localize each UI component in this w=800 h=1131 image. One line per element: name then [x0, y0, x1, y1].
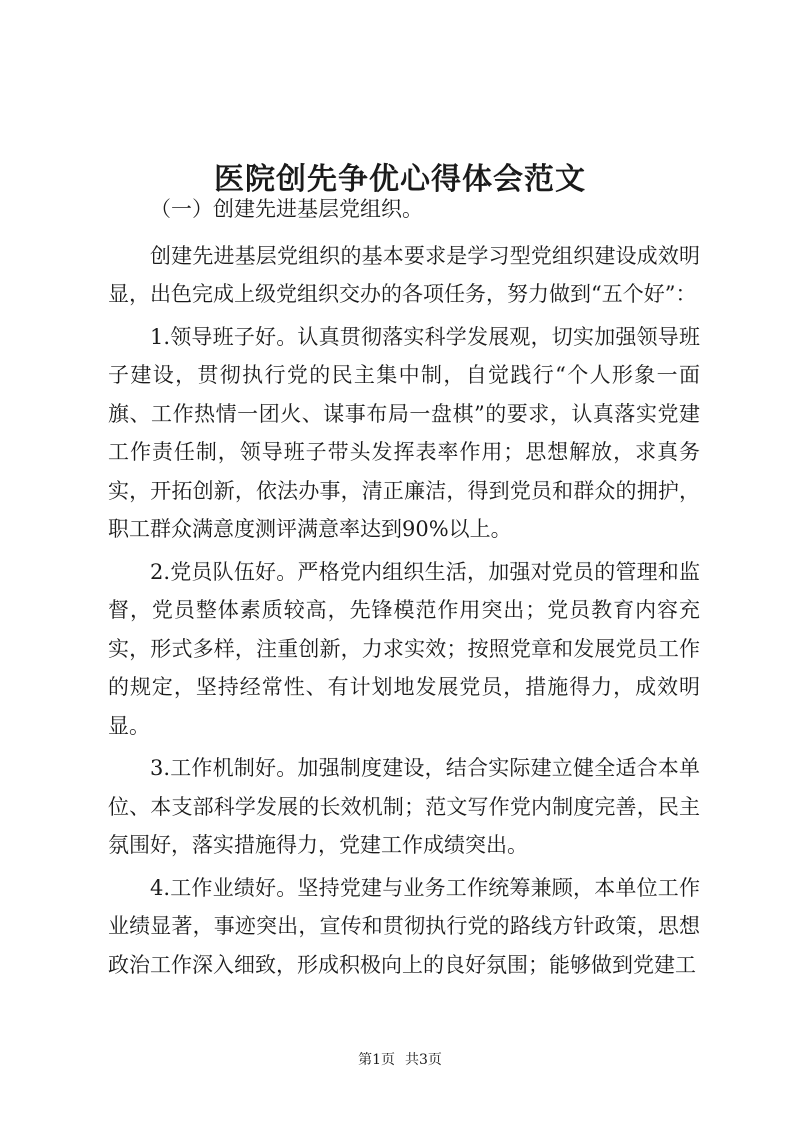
- page-footer: [0, 1050, 800, 1070]
- paragraph-intro: 创建先进基层党组织的基本要求是学习型党组织建设成效明显，出色完成上级党组织交办的各项任务，努力做到“五个好”：: [108, 243, 700, 306]
- page-number: 第1页: [358, 1052, 395, 1068]
- section-heading: （一）创建先进基层党组织。: [150, 197, 423, 221]
- page-total: 共3页: [405, 1052, 442, 1068]
- paragraph-item-3: 3.工作机制好。加强制度建设，结合实际建立健全适合本单位、本支部科学发展的长效机制；范文写作党内制度完善，民主氛围好，落实措施得力，党建工作成绩突出。: [108, 756, 700, 857]
- document-body: [108, 190, 700, 988]
- paragraph-item-2: 2.党员队伍好。严格党内组织生活，加强对党员的管理和监督，党员整体素质较高，先锋模范作用突出；党员教育内容充实，形式多样，注重创新，力求实效；按照党章和发展党员工作的规定，坚持经常性、有计划地发展党员，措施得力，成效明显。: [108, 559, 700, 738]
- document-title: 医院创先争优心得体会范文: [214, 162, 586, 198]
- paragraph-item-4: 4.工作业绩好。坚持党建与业务工作统筹兼顾，本单位工作业绩显著，事迹突出，宣传和贯彻执行党的路线方针政策，思想政治工作深入细致，形成积极向上的良好氛围；能够做到党建工: [108, 875, 700, 977]
- paragraph-item-1: 1.领导班子好。认真贯彻落实科学发展观，切实加强领导班子建设，贯彻执行党的民主集中制，自觉践行“个人形象一面旗、工作热情一团火、谋事布局一盘棋”的要求，认真落实党建工作责任制，领导班子带头发挥表率作用；思想解放，求真务实，开拓创新，依法办事，清正廉洁，得到党员和群众的拥护，职工群众满意度测评满意率达到90%以上。: [108, 324, 700, 541]
